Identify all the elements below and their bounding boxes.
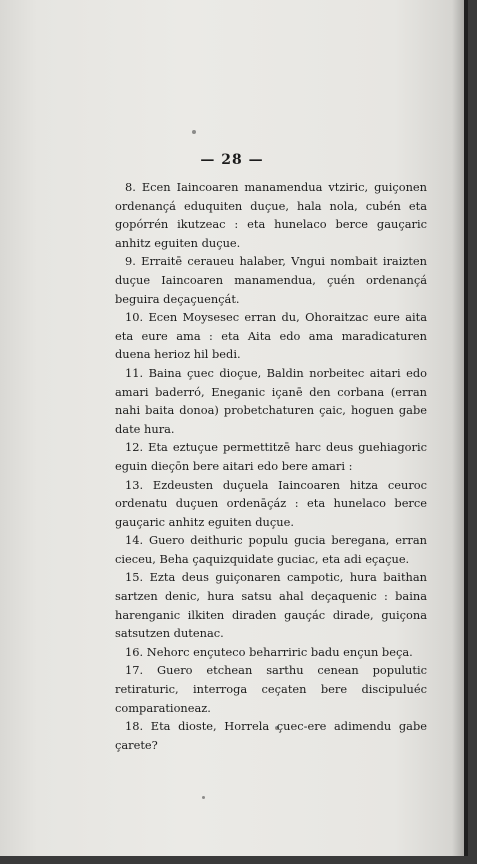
- verse-number: 18.: [125, 719, 144, 734]
- verse-paragraph: [115, 364, 427, 438]
- verse-number: 12.: [125, 440, 144, 455]
- verse-content: Ezta deus guiçonaren campotic, hura baithan sartzen denic, hura satsu ahal deçaquenic : baina harenganic ilkiten diraden gauçác dirade, guiçona satsutzen dutenac.: [115, 570, 427, 641]
- verse-number: 8.: [125, 180, 136, 194]
- verse-paragraph: [115, 717, 427, 754]
- ink-speck: [192, 130, 196, 134]
- verse-paragraph: [115, 476, 427, 532]
- verse-paragraph: [115, 661, 427, 717]
- verse-paragraph: [115, 178, 427, 252]
- verse-paragraph: [115, 643, 427, 662]
- verse-content: Ecen Moysesec erran du, Ohoraitzac eure aita eta eure ama : eta Aita edo ama maradicaturen duena herioz hil bedi.: [115, 310, 427, 362]
- verse-content: Baina çuec dioçue, Baldin norbeitec aitari edo amari baderró, Eneganic içanē den corbana (erran nahi baita donoa) probetchaturen çaic, hoguen gabe date hura.: [115, 365, 427, 436]
- ink-speck: [202, 796, 205, 799]
- verse-number: 9.: [125, 254, 136, 269]
- verse-number: 14.: [125, 533, 144, 548]
- verse-content: Guero etchean sarthu cenean populutic retiraturic, interroga ceçaten bere discipuluéc comparationeaz.: [115, 663, 427, 715]
- verse-content: Guero deithuric populu gucia beregana, erran cieceu, Beha çaquizquidate guciac, eta adi eçaçue.: [115, 533, 428, 566]
- page-number: — 28 —: [200, 152, 264, 168]
- verse-text: [115, 178, 427, 754]
- verse-number: 13.: [125, 477, 144, 492]
- verse-number: 10.: [125, 310, 144, 325]
- verse-paragraph: [115, 531, 427, 568]
- verse-number: 11.: [125, 365, 144, 380]
- verse-content: Ezdeusten duçuela Iaincoaren hitza ceuroc ordenatu duçuen ordenāçáz : eta hunelaco berce gauçaric anhitz eguiten duçue.: [115, 477, 427, 529]
- verse-content: Erraitē ceraueu halaber, Vngui nombait iraizten duçue Iaincoaren manamendua, çuén ordenançá beguira deçaçuençát.: [115, 254, 427, 306]
- verse-paragraph: [115, 568, 427, 642]
- verse-content: Nehorc ençuteco beharriric badu ençun beça.: [146, 644, 413, 659]
- verse-paragraph: [115, 252, 427, 308]
- verse-content: Eta eztuçue permettitzē harc deus guehiagoric eguin dieçōn bere aitari edo bere amari :: [115, 440, 427, 473]
- verse-paragraph: [115, 308, 427, 364]
- verse-content: Eta dioste, Horrela çuec-ere adimendu gabe çarete?: [115, 719, 427, 752]
- verse-number: 16.: [125, 644, 144, 659]
- verse-paragraph: [115, 438, 427, 475]
- verse-number: 15.: [125, 570, 144, 585]
- verse-number: 17.: [125, 663, 144, 678]
- verse-content: Ecen Iaincoaren manamendua vtziric, guiçonen ordenançá eduquiten duçue, hala nola, cubén eta gopórrén ikutzeac : eta hunelaco berce gauçaric anhitz eguiten duçue.: [115, 180, 427, 250]
